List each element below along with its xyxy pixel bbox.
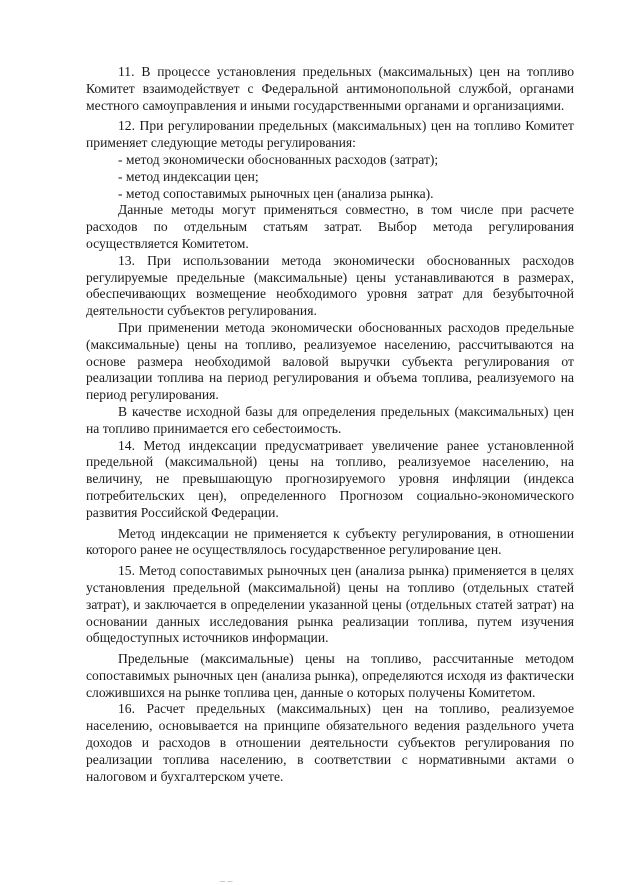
paragraph-16: 16. Расчет предельных (максимальных) цен на топливо, реализуемое населению, основывается на принципе обязательного ведения раздельного учета доходов и расходов в отношении деятельности субъектов регулирования по реализации топлива населению, в соответствии с нормативными актами о налоговом и бухгалтерском учете. [86,701,574,784]
paragraph-15: 15. Метод сопоставимых рыночных цен (анализа рынка) применяется в целях установления предельной (максимальной) цены на топливо (отдельных статей затрат), и заключается в определении указанной цены (отдельных статей затрат) на основании данных исследования рынка реализации топлива, путем изучения общедоступных источников информации. [86,563,574,646]
paragraph-14: 14. Метод индексации предусматривает увеличение ранее установленной предельной (максимальной) цены на топливо, реализуемое населению, на величину, не превышающую прогнозируемого уровня инфляции (индекса потребительских цен), определенного Прогнозом социально-экономического развития Российской Федерации. [86,437,574,520]
list-item-method-economic: - метод экономически обоснованных расходов (затрат); [118,151,439,167]
paragraph-11: 11. В процессе установления предельных (максимальных) цен на топливо Комитет взаимодействует с Федеральной антимонопольной службой, органами местного самоуправления и иными государственными органами и организациями. [86,64,574,113]
list-item-method-market: - метод сопоставимых рыночных цен (анализа рынка). [118,185,434,201]
paragraph-15-prices: Предельные (максимальные) цены на топливо, рассчитанные методом сопоставимых рыночных цен (анализа рынка), определяются исходя из фактически сложившихся на рынке топлива цен, данные о которых получены Комитетом. [86,651,574,700]
paragraph-13-application: При применении метода экономически обоснованных расходов предельные (максимальные) цены на топливо, реализуемое населению, рассчитываются на основе размера необходимой валовой выручки субъекта регулирования от реализации топлива на период регулирования и объема топлива, реализуемого на период регулирования. [86,319,574,403]
page-number-fragment: ‒ ‒ [220,876,233,882]
paragraph-14-exception: Метод индексации не применяется к субъекту регулирования, в отношении которого ранее не осуществлялось государственное регулирование цен. [86,525,574,558]
paragraph-12: 12. При регулировании предельных (максимальных) цен на топливо Комитет применяет следующие методы регулирования: [86,118,574,151]
paragraph-methods-joint: Данные методы могут применяться совместно, в том числе при расчете расходов по отдельным статьям затрат. Выбор метода регулирования осуществляется Комитетом. [86,202,574,251]
document-page [86,64,574,785]
paragraph-13-base: В качестве исходной базы для определения предельных (максимальных) цен на топливо принимается его себестоимость. [86,403,574,436]
list-item-method-indexation: - метод индексации цен; [118,168,259,184]
paragraph-13: 13. При использовании метода экономически обоснованных расходов регулируемые предельные (максимальные) цены устанавливаются в размерах, обеспечивающих возмещение необходимого уровня затрат для безубыточной деятельности субъектов регулирования. [86,252,574,319]
